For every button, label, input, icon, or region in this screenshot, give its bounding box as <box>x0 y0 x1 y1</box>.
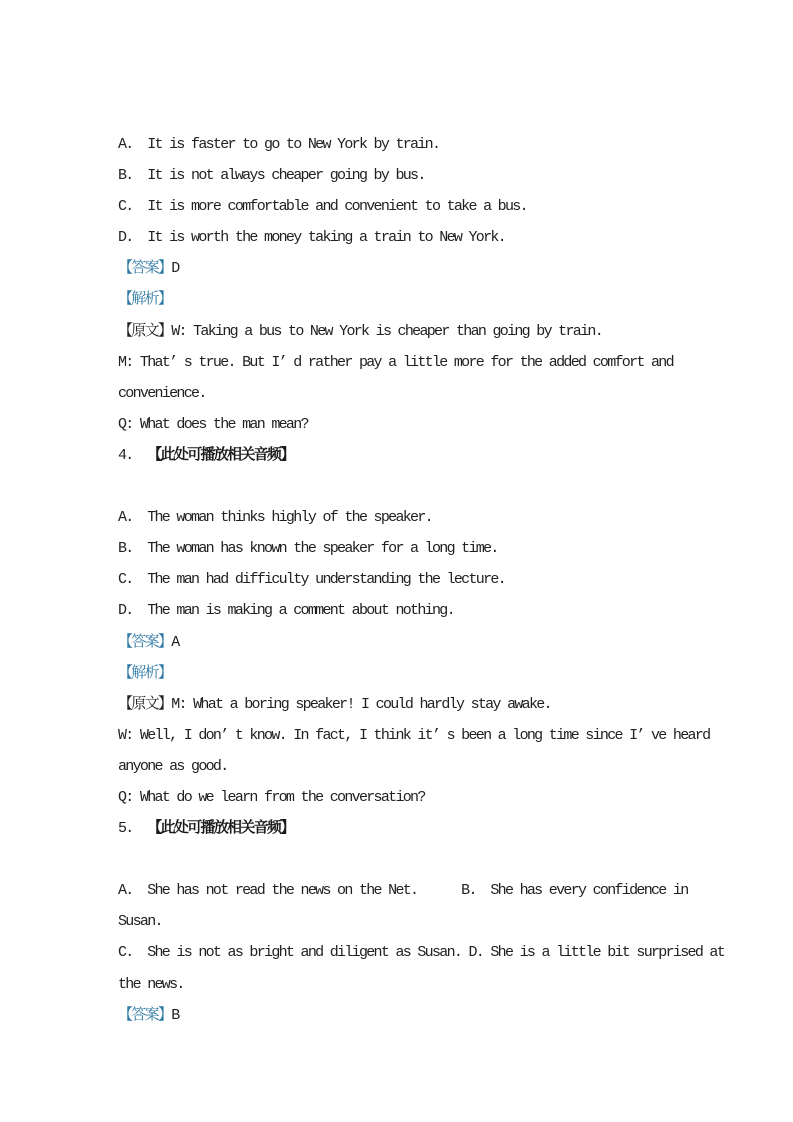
answer-value: B <box>171 1006 179 1024</box>
option-4-c <box>118 564 733 595</box>
transcript-3-question <box>118 409 733 440</box>
question-number: 4. <box>118 446 148 464</box>
audio-placeholder: 【此处可播放相关音频】 <box>147 446 294 464</box>
text-segment: the news. <box>118 975 184 993</box>
answer-3 <box>118 253 733 284</box>
analysis-4 <box>118 658 733 689</box>
answer-5 <box>118 1000 733 1031</box>
question-5-header <box>118 813 733 844</box>
answer-4 <box>118 627 733 658</box>
transcript-4-line-2 <box>118 720 733 751</box>
transcript-label: 【原文】 <box>118 322 172 340</box>
option-4-d <box>118 595 733 626</box>
option-5-cd <box>118 937 733 968</box>
text-segment: Q: What do we learn from the conversation? <box>118 788 425 806</box>
analysis-3 <box>118 284 733 315</box>
question-number: 5. <box>118 820 148 838</box>
option-5-ab <box>118 875 733 906</box>
answer-value: A <box>171 633 179 651</box>
text-segment: Q: What does the man mean? <box>118 415 308 433</box>
text-segment: A. She has not read the news on the Net. B. She has every confidence in <box>118 882 688 900</box>
text-segment: A. The woman thinks highly of the speaker. <box>118 509 432 527</box>
transcript-4-question <box>118 782 733 813</box>
answer-value: D <box>171 260 179 278</box>
option-4-a <box>118 502 733 533</box>
analysis-label: 【解析】 <box>118 291 172 309</box>
text-segment: C. The man had difficulty understanding the lecture. <box>118 571 505 589</box>
text-segment: C. She is not as bright and diligent as Susan. D. She is a little bit surprised at <box>118 944 725 962</box>
blank-line <box>118 844 733 875</box>
transcript-4-line-3 <box>118 751 733 782</box>
text-segment: A. It is faster to go to New York by train. <box>118 136 440 153</box>
option-3-d <box>118 222 733 253</box>
answer-label: 【答案】 <box>118 1006 172 1024</box>
option-4-b <box>118 533 733 564</box>
option-5-d-cont <box>118 969 733 1000</box>
text-segment: M: That’ s true. But I’ d rather pay a little more for the added comfort and <box>118 353 673 371</box>
transcript-3-line-2 <box>118 347 733 378</box>
text-segment: M: What a boring speaker! I could hardly stay awake. <box>171 695 551 713</box>
text-segment: D. The man is making a comment about nothing. <box>118 602 454 620</box>
text-segment: W: Well, I don’ t know. In fact, I think it’ s been a long time since I’ ve heard <box>118 726 710 744</box>
analysis-label: 【解析】 <box>118 664 172 682</box>
transcript-4-line-1 <box>118 689 733 720</box>
answer-label: 【答案】 <box>118 633 172 651</box>
text-segment: D. It is worth the money taking a train to New York. <box>118 229 505 247</box>
question-4-header <box>118 440 733 471</box>
text-segment: B. It is not always cheaper going by bus. <box>118 167 425 185</box>
text-segment: B. The woman has known the speaker for a long time. <box>118 540 498 558</box>
blank-line <box>118 471 733 502</box>
transcript-3-line-3 <box>118 378 733 409</box>
text-segment: Susan. <box>118 913 162 931</box>
option-3-b <box>118 160 733 191</box>
transcript-label: 【原文】 <box>118 695 172 713</box>
text-segment: convenience. <box>118 384 206 402</box>
answer-label: 【答案】 <box>118 260 172 278</box>
option-3-c <box>118 191 733 222</box>
option-5-b-cont <box>118 906 733 937</box>
text-segment: anyone as good. <box>118 757 228 775</box>
transcript-3-line-1 <box>118 316 733 347</box>
text-segment: C. It is more comfortable and convenient to take a bus. <box>118 198 527 216</box>
document-body <box>118 129 733 1031</box>
option-3-a <box>118 129 733 160</box>
audio-placeholder: 【此处可播放相关音频】 <box>147 820 294 838</box>
text-segment: W: Taking a bus to New York is cheaper than going by train. <box>171 322 602 340</box>
